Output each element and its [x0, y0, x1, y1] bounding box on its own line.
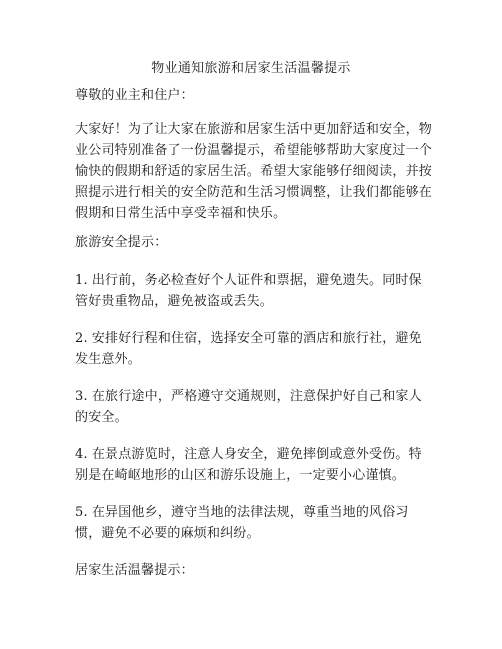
item-number: 1.	[75, 273, 88, 288]
item-number: 3.	[75, 389, 88, 404]
document-title: 物业通知旅游和居家生活温馨提示	[151, 61, 351, 76]
item-number: 5.	[75, 505, 88, 520]
intro-paragraph: 大家好！为了让大家在旅游和居家生活中更加舒适和安全，物业公司特别准备了一份温馨提示，希望能够帮助大家度过一个愉快的假期和舒适的家居生活。希望大家能够仔细阅读，并按照提示进行相关的安全防范和生活习惯调整，让我们都能够在假期和日常生活中享受幸福和快乐。	[75, 122, 432, 221]
travel-tip-item	[75, 386, 432, 428]
item-text: 在异国他乡，遵守当地的法律法规，尊重当地的风俗习惯，避免不必要的麻烦和纠纷。	[75, 505, 409, 541]
travel-tip-item	[75, 328, 432, 370]
travel-tip-item	[75, 270, 432, 312]
item-text: 安排好行程和住宿，选择安全可靠的酒店和旅行社，避免发生意外。	[75, 331, 422, 367]
item-text: 出行前，务必检查好个人证件和票据，避免遗失。同时保管好贵重物品，避免被盗或丢失。	[75, 273, 422, 309]
item-text: 在景点游览时，注意人身安全，避免摔倒或意外受伤。特别是在崎岖地形的山区和游乐设施上，一定要小心谨慎。	[75, 447, 422, 483]
item-number: 4.	[75, 447, 88, 462]
item-number: 2.	[75, 331, 88, 346]
greeting: 尊敬的业主和住户：	[75, 88, 194, 103]
item-text: 在旅行途中，严格遵守交通规则，注意保护好自己和家人的安全。	[75, 389, 422, 425]
travel-tip-item	[75, 444, 432, 486]
travel-tip-item	[75, 502, 432, 544]
home-section-title: 居家生活温馨提示：	[75, 563, 194, 578]
travel-section-title: 旅游安全提示：	[75, 235, 168, 250]
